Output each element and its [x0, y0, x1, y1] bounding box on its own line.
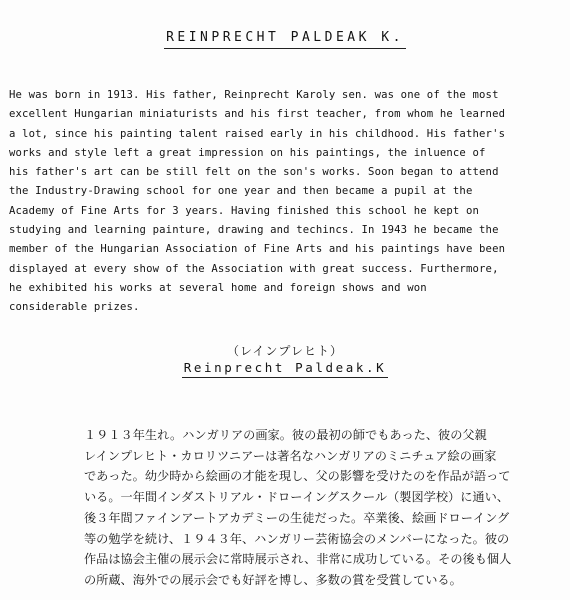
japanese-line: いる。一年間インダストリアル・ドローイングスクール（製図学校）に通い、 [84, 490, 509, 505]
english-line: studying and learning painture, drawing and techincs. In 1943 he became the [9, 224, 499, 237]
page-title [0, 30, 570, 49]
english-line: He was born in 1913. His father, Reinprecht Karoly sen. was one of the most [9, 89, 499, 101]
english-line: considerable prizes. [9, 301, 140, 314]
japanese-line: 作品は協会主催の展示会に常時展示され、非常に成功している。その後も個人 [84, 552, 512, 567]
english-biography [9, 86, 561, 318]
english-line: Academy of Fine Arts for 3 years. Having finished this school he kept on [9, 204, 480, 217]
page-title-text: REINPRECHT PALDEAK K. [164, 30, 406, 49]
romanized-name-heading [0, 360, 570, 378]
japanese-line: の所蔵、海外での展示会でも好評を博し、多数の賞を受賞している。 [84, 572, 462, 587]
japanese-line: であった。幼少時から絵画の才能を現し、父の影響を受けたのを作品が語って [84, 469, 511, 484]
english-line: a lot, since his painting talent raised early in his childhood. His father's [9, 127, 506, 140]
english-line: member of the Hungarian Association of Fine Arts and his paintings have been [9, 243, 506, 256]
english-line: his father's art can be still felt on the son's works. Soon began to attend [9, 166, 499, 179]
english-line: displayed at every show of the Association with great success. Furthermore, [9, 262, 499, 275]
japanese-line: 後３年間ファインアートアカデミーの生徒だった。卒業後、絵画ドローイング [84, 510, 510, 525]
english-line: the Industry-Drawing school for one year and then became a pupil at the [9, 185, 473, 198]
japanese-line: 等の勉学を続け、１９４３年、ハンガリー芸術協会のメンバーになった。彼の [84, 531, 510, 546]
japanese-line: １９１３年生れ。ハンガリアの画家。彼の最初の師でもあった、彼の父親 [84, 428, 487, 442]
japanese-line: レインプレヒト・カロリツニアーは著名なハンガリアのミニチュア絵の画家 [84, 448, 497, 463]
japanese-kana-name: （レインプレヒト） [227, 344, 343, 358]
romanized-name-text: Reinprecht Paldeak.K [182, 360, 389, 378]
japanese-biography [84, 425, 524, 591]
english-line: excellent Hungarian miniaturists and his first teacher, from whom he learned [9, 108, 506, 121]
english-line: he exhibited his works at several home and foreign shows and won [9, 281, 427, 294]
english-line: works and style left a great impression on his paintings, the inluence of [9, 146, 486, 159]
